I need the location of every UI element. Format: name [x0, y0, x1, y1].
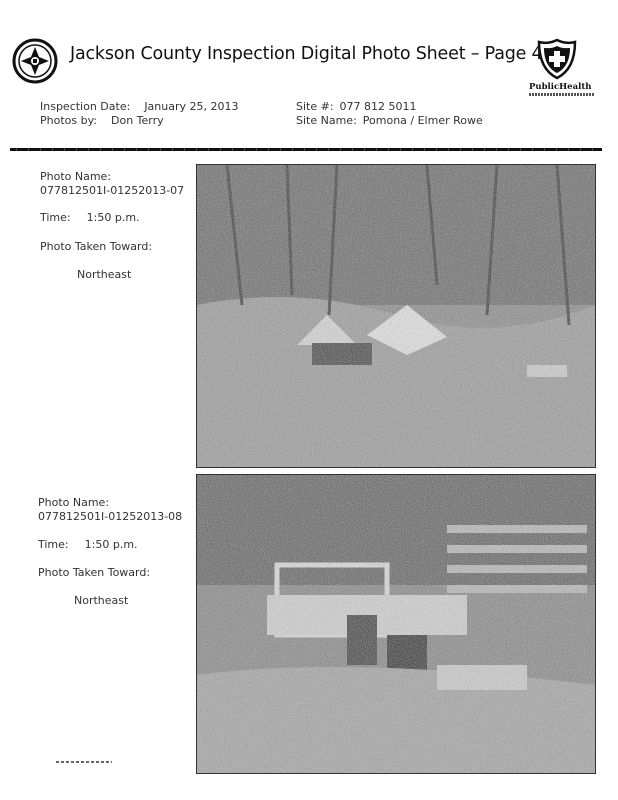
photo-2-time-value: 1:50 p.m.: [84, 538, 138, 551]
page-title: Jackson County Inspection Digital Photo Sheet – Page 4: [70, 44, 543, 64]
photo-2-toward-value: Northeast: [74, 594, 129, 607]
site-number-row: [296, 100, 417, 113]
photo-1-time-value: 1:50 p.m.: [86, 211, 140, 224]
site-name-label: Site Name:: [296, 114, 357, 127]
photo-2-toward-label: Photo Taken Toward:: [38, 566, 151, 579]
photo-2-name-value: 077812501I-01252013-08: [38, 510, 183, 523]
inspection-date-value: January 25, 2013: [144, 100, 239, 113]
photo-2-name-label: Photo Name:: [38, 496, 110, 509]
photo-2-time-row: [38, 538, 138, 551]
photo-1-time-label: Time:: [40, 211, 71, 224]
photo-1-toward-label: Photo Taken Toward:: [40, 240, 153, 253]
public-health-shield-icon: [537, 38, 577, 80]
public-health-label: PublicHealth: [529, 82, 592, 92]
photo-1-time-row: [40, 211, 140, 224]
inspection-date-label: Inspection Date:: [40, 100, 131, 113]
header-divider: [10, 148, 602, 151]
photos-by-row: [40, 114, 164, 127]
photo-1-name-value: 077812501I-01252013-07: [40, 184, 185, 197]
photos-by-label: Photos by:: [40, 114, 98, 127]
site-name-row: [296, 114, 483, 127]
photo-2-time-label: Time:: [38, 538, 69, 551]
county-seal-icon: [12, 38, 58, 84]
photo-1-name-label: Photo Name:: [40, 170, 112, 183]
inspection-date-row: [40, 100, 239, 113]
site-name-value: Pomona / Elmer Rowe: [362, 114, 483, 127]
footer-mark: [56, 761, 112, 763]
photo-1-image: [196, 164, 596, 468]
photo-2-image: [196, 474, 596, 774]
site-number-value: 077 812 5011: [339, 100, 417, 113]
site-number-label: Site #:: [296, 100, 334, 113]
public-health-tagline: [529, 93, 595, 96]
photos-by-value: Don Terry: [111, 114, 164, 127]
photo-1-toward-value: Northeast: [77, 268, 132, 281]
